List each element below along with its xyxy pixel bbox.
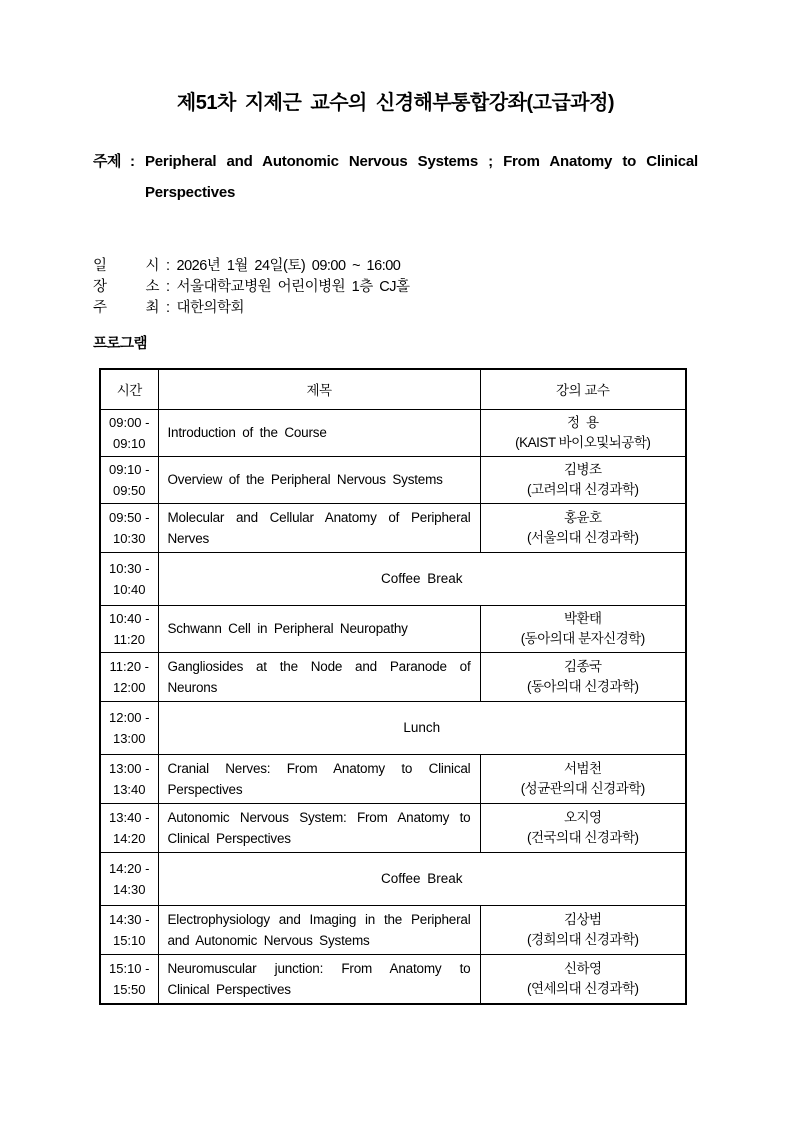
time-line-2: 15:10 [112, 932, 146, 948]
time-line-1: 09:00 - [109, 414, 150, 430]
time-line-1: 09:10 - [109, 461, 150, 477]
session-row [100, 754, 686, 803]
time-cell [100, 852, 158, 905]
time-line-2: 13:00 [112, 730, 146, 746]
time-line-1: 13:40 - [109, 809, 150, 825]
time-line-1: 10:40 - [109, 610, 150, 626]
time-cell [100, 456, 158, 503]
professor-cell [480, 954, 686, 1004]
info-row-venue [93, 277, 698, 298]
professor-affiliation: (서울의대 신경과학) [526, 529, 639, 545]
time-cell [100, 503, 158, 552]
session-row [100, 652, 686, 701]
professor-cell [480, 409, 686, 456]
info-label-char: 장 [93, 279, 107, 295]
professor-name: 신하영 [563, 960, 602, 976]
session-title-cell: Neuromuscular junction: From Anatomy to Clinical Perspectives [158, 954, 480, 1004]
time-line-1: 12:00 - [109, 709, 150, 725]
info-value-venue: 서울대학교병원 어린이병원 1층 CJ홀 [176, 279, 410, 295]
event-info [93, 256, 698, 319]
time-line-2: 10:30 [112, 530, 146, 546]
professor-name: 박환태 [563, 610, 602, 626]
time-line-2: 13:40 [112, 781, 146, 797]
time-line-1: 14:30 - [109, 911, 150, 927]
info-colon: : [166, 300, 170, 316]
time-cell [100, 409, 158, 456]
professor-cell [480, 503, 686, 552]
info-label-char: 일 [93, 258, 107, 274]
time-cell [100, 701, 158, 754]
time-line-2: 14:30 [112, 881, 146, 897]
session-row [100, 954, 686, 1004]
session-title-cell: Schwann Cell in Peripheral Neuropathy [158, 605, 480, 652]
info-row-host [93, 298, 698, 319]
professor-affiliation: (동아의대 분자신경학) [520, 630, 645, 646]
table-header-row [100, 369, 686, 409]
professor-cell [480, 803, 686, 852]
professor-name: 김상범 [563, 911, 602, 927]
time-cell [100, 954, 158, 1004]
column-header-professor: 강의 교수 [480, 369, 686, 409]
time-line-2: 14:20 [112, 830, 146, 846]
time-cell [100, 803, 158, 852]
professor-affiliation: (경희의대 신경과학) [526, 931, 639, 947]
column-header-title: 제목 [158, 369, 480, 409]
session-title-cell: Cranial Nerves: From Anatomy to Clinical Perspectives [158, 754, 480, 803]
break-row [100, 552, 686, 605]
info-label-host [93, 298, 159, 319]
document-title: 제51차 지제근 교수의 신경해부통합강좌(고급과정) [176, 92, 615, 114]
professor-cell [480, 605, 686, 652]
info-label-char: 소 [145, 279, 159, 295]
professor-name: 정 용 [566, 414, 599, 430]
professor-affiliation: (KAIST 바이오및뇌공학) [515, 434, 651, 450]
professor-affiliation: (건국의대 신경과학) [526, 829, 639, 845]
professor-affiliation: (동아의대 신경과학) [526, 678, 639, 694]
info-label-char: 주 [93, 300, 107, 316]
time-line-2: 11:20 [113, 631, 146, 647]
break-cell: Coffee Break [158, 852, 686, 905]
info-label-char: 최 [145, 300, 159, 316]
info-colon: : [166, 258, 170, 274]
break-row [100, 852, 686, 905]
time-line-1: 11:20 - [109, 658, 149, 674]
time-line-1: 13:00 - [109, 760, 150, 776]
time-line-1: 10:30 - [109, 560, 150, 576]
professor-affiliation: (고려의대 신경과학) [526, 481, 639, 497]
session-title-cell: Gangliosides at the Node and Paranode of Neurons [158, 652, 480, 701]
professor-affiliation: (성균관의대 신경과학) [520, 780, 645, 796]
time-line-1: 09:50 - [109, 509, 150, 525]
session-row [100, 803, 686, 852]
session-title-cell: Overview of the Peripheral Nervous Systems [158, 456, 480, 503]
session-title-cell: Autonomic Nervous System: From Anatomy to Clinical Perspectives [158, 803, 480, 852]
time-cell [100, 905, 158, 954]
session-row [100, 503, 686, 552]
session-title-cell: Molecular and Cellular Anatomy of Peripheral Nerves [158, 503, 480, 552]
professor-cell [480, 905, 686, 954]
column-header-time: 시간 [100, 369, 158, 409]
time-line-2: 15:50 [112, 981, 146, 997]
professor-cell [480, 754, 686, 803]
info-value-datetime: 2026년 1월 24일(토) 09:00 ~ 16:00 [176, 258, 401, 274]
session-row [100, 905, 686, 954]
session-row [100, 409, 686, 456]
time-line-1: 15:10 - [109, 960, 150, 976]
time-cell [100, 552, 158, 605]
professor-cell [480, 652, 686, 701]
subject-label: 주제 [93, 153, 121, 170]
time-line-2: 09:10 [112, 435, 146, 451]
subject-line [93, 146, 698, 208]
professor-cell [480, 456, 686, 503]
time-cell [100, 754, 158, 803]
subject-colon: : [129, 153, 135, 170]
time-cell [100, 652, 158, 701]
professor-affiliation: (연세의대 신경과학) [526, 980, 639, 996]
subject-text: Peripheral and Autonomic Nervous Systems ; From Anatomy to Clinical Perspectives [144, 153, 698, 201]
break-cell: Coffee Break [158, 552, 686, 605]
program-table [99, 368, 687, 1005]
info-value-host: 대한의학회 [176, 300, 245, 316]
time-line-1: 14:20 - [109, 860, 150, 876]
session-row [100, 456, 686, 503]
time-line-2: 10:40 [112, 581, 146, 597]
professor-name: 오지영 [563, 809, 602, 825]
time-cell [100, 605, 158, 652]
time-line-2: 12:00 [112, 679, 146, 695]
session-row [100, 605, 686, 652]
info-label-venue [93, 277, 159, 298]
session-title-cell: Electrophysiology and Imaging in the Peripheral and Autonomic Nervous Systems [158, 905, 480, 954]
professor-name: 김종국 [563, 658, 602, 674]
break-row [100, 701, 686, 754]
break-cell: Lunch [158, 701, 686, 754]
time-line-2: 09:50 [112, 482, 146, 498]
session-title-cell: Introduction of the Course [158, 409, 480, 456]
info-label-datetime [93, 256, 159, 277]
info-label-char: 시 [145, 258, 159, 274]
professor-name: 홍윤호 [563, 509, 602, 525]
professor-name: 서범천 [563, 760, 602, 776]
info-row-datetime [93, 256, 698, 277]
program-heading: 프로그램 [93, 336, 148, 352]
info-colon: : [166, 279, 170, 295]
professor-name: 김병조 [563, 461, 602, 477]
